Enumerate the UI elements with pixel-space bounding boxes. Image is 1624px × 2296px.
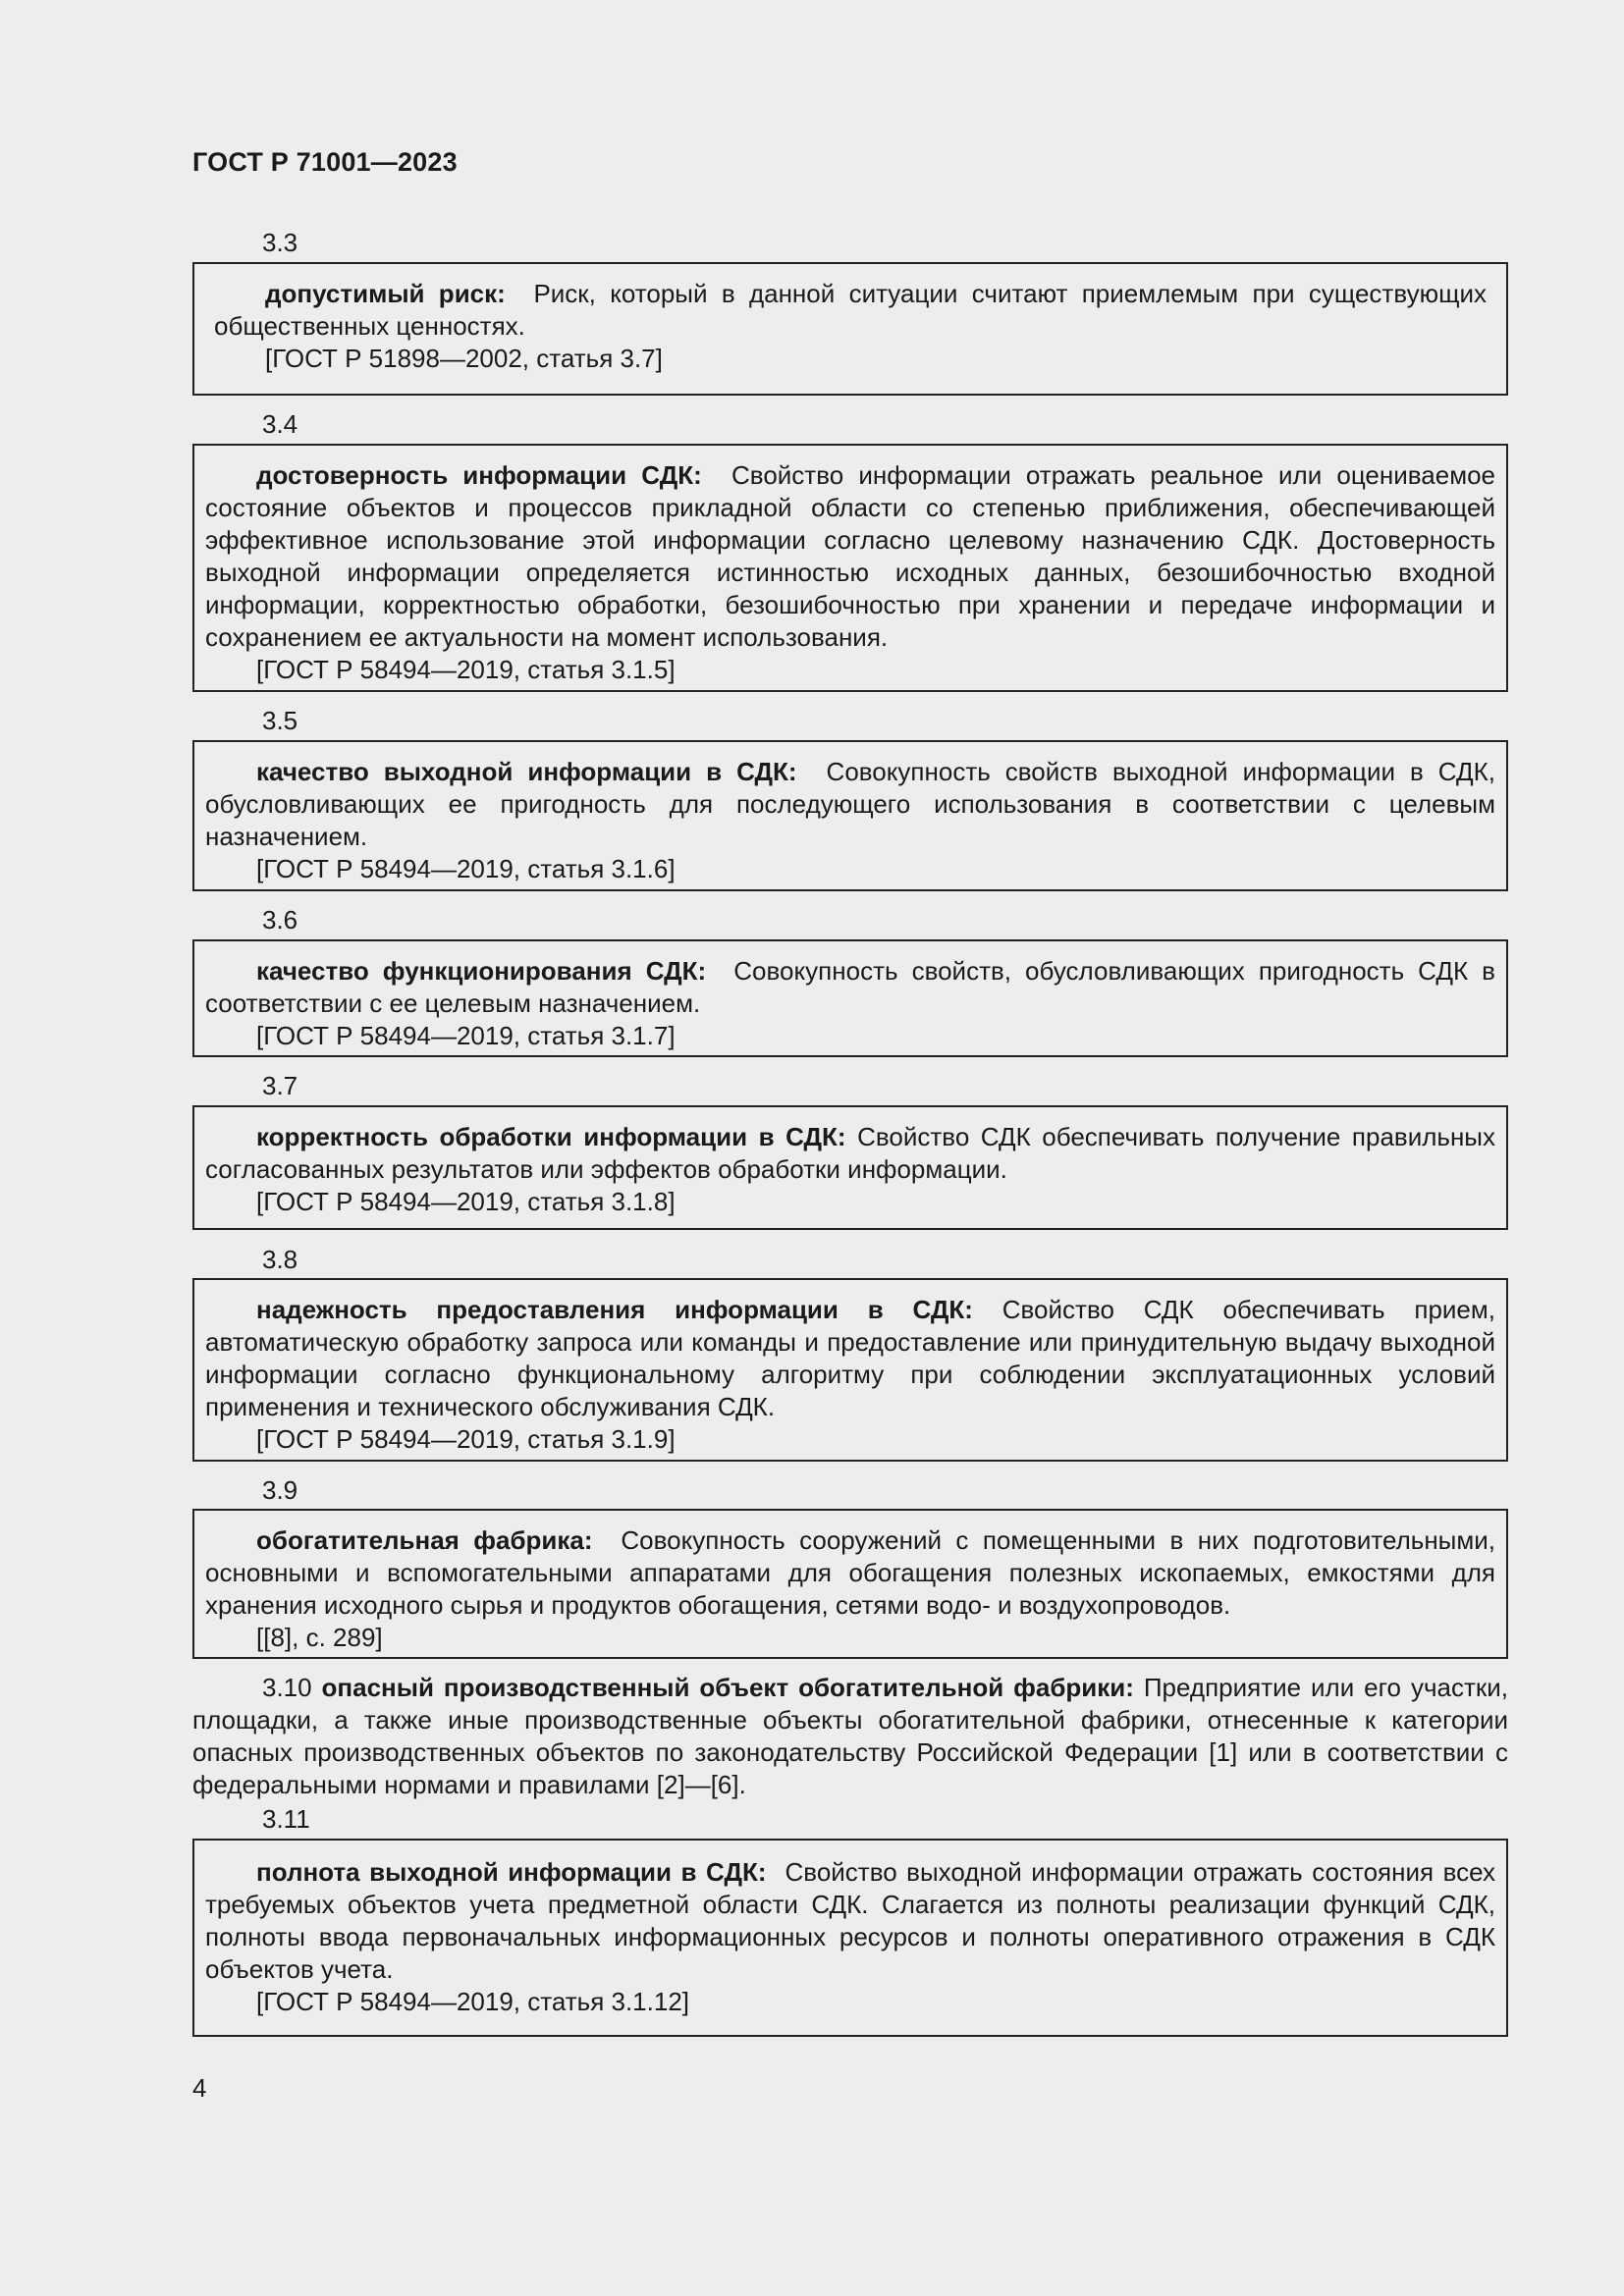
entry-number: 3.7 (262, 1071, 298, 1100)
definition: Свойство СДК обеспечивать получение правильных согласованных результатов или эффектов обработки информации. (205, 1122, 1495, 1184)
source-reference: [ГОСТ Р 58494—2019, статья 3.1.6] (256, 854, 676, 883)
definition: Предприятие или его участки, площадки, а также иные производственные объекты обогатительной фабрики, отнесенные к категории опасных производственных объектов по законодательству Российской Федерации [1] или в соответствии с федеральными нормами и правилами [2]—[6]. (192, 1673, 1508, 1799)
definition-box (192, 444, 1508, 692)
definition-text (214, 278, 1487, 343)
definition-text (205, 1294, 1495, 1423)
term: качество выходной информации в СДК: (256, 757, 797, 786)
source-reference: [ГОСТ Р 58494—2019, статья 3.1.7] (256, 1021, 676, 1050)
definition-text (205, 1524, 1495, 1622)
definition-box (192, 939, 1508, 1057)
entry-number: 3.4 (262, 409, 298, 439)
term: полнота выходной информации в СДК: (256, 1857, 767, 1887)
definition: Свойство выходной информации отражать состояния всех требуемых объектов учета предметной области СДК. Слагается из полноты реализации функций СДК, полноты ввода первоначальных информационных ресурсов и полноты оперативного отражения в СДК объектов учета. (205, 1857, 1496, 1984)
source-reference: [[8], с. 289] (256, 1623, 383, 1652)
definition-box (192, 1509, 1508, 1659)
term: допустимый риск: (265, 279, 506, 308)
definition-box (192, 740, 1508, 891)
definition: Совокупность свойств выходной информации в СДК, обусловливающих ее пригодность для последующего использования в соответствии с целевым назначением. (205, 757, 1495, 851)
source-reference: [ГОСТ Р 58494—2019, статья 3.1.8] (256, 1187, 676, 1216)
entry-number: 3.8 (262, 1245, 298, 1274)
definition-box (192, 262, 1508, 396)
entry-number: 3.3 (262, 228, 298, 257)
entry-number: 3.6 (262, 905, 298, 934)
entry-number: 3.5 (262, 706, 298, 735)
term: опасный производственный объект обогатительной фабрики: (321, 1673, 1134, 1702)
term: обогатительная фабрика: (256, 1525, 593, 1555)
definition-text (205, 1856, 1495, 1986)
source-reference: [ГОСТ Р 51898—2002, статья 3.7] (265, 344, 663, 373)
definition: Совокупность сооружений с помещенными в них подготовительными, основными и вспомогательными аппаратами для обогащения полезных ископаемых, емкостями для хранения исходного сырья и продуктов обогащения, сетями водо- и воздухопроводов. (205, 1525, 1495, 1620)
definition-box (192, 1839, 1508, 2037)
definition-text (205, 955, 1495, 1020)
entry-number: 3.10 (262, 1673, 312, 1702)
definition-box (192, 1278, 1508, 1462)
definition: Риск, который в данной ситуации считают приемлемым при существующих общественных ценностях. (214, 279, 1487, 341)
definition-paragraph (192, 1672, 1508, 1801)
definition-box (192, 1105, 1508, 1230)
document-header: ГОСТ Р 71001—2023 (192, 147, 458, 177)
term: корректность обработки информации в СДК: (256, 1122, 846, 1151)
definition-text (205, 459, 1495, 654)
definition: Свойство информации отражать реальное или оцениваемое состояние объектов и процессов прикладной области со степенью приближения, обеспечивающей эффективное использование этой информации согласно целевому назначению СДК. Достоверность выходной информации определяется истинностью исходных данных, безошибочностью входной информации, корректностью обработки, безошибочностью при хранении и передаче информации и сохранением ее актуальности на момент использования. (205, 460, 1495, 652)
definition: Свойство СДК обеспечивать прием, автоматическую обработку запроса или команды и предоставление или принудительную выдачу выходной информации согласно функциональному алгоритму при соблюдении эксплуатационных условий применения и технического обслуживания СДК. (205, 1295, 1495, 1421)
definition-text (205, 1121, 1495, 1186)
source-reference: [ГОСТ Р 58494—2019, статья 3.1.12] (256, 1987, 690, 2016)
definition-text (205, 756, 1495, 853)
source-reference: [ГОСТ Р 58494—2019, статья 3.1.9] (256, 1424, 676, 1454)
entry-number: 3.11 (262, 1804, 310, 1834)
term: достоверность информации СДК: (256, 460, 702, 490)
term: качество функционирования СДК: (256, 956, 707, 986)
source-reference: [ГОСТ Р 58494—2019, статья 3.1.5] (256, 655, 676, 684)
entry-number: 3.9 (262, 1475, 298, 1505)
definition: Совокупность свойств, обусловливающих пригодность СДК в соответствии с ее целевым назначением. (205, 956, 1495, 1018)
term: надежность предоставления информации в СДК: (256, 1295, 973, 1324)
page-number: 4 (192, 2073, 207, 2103)
